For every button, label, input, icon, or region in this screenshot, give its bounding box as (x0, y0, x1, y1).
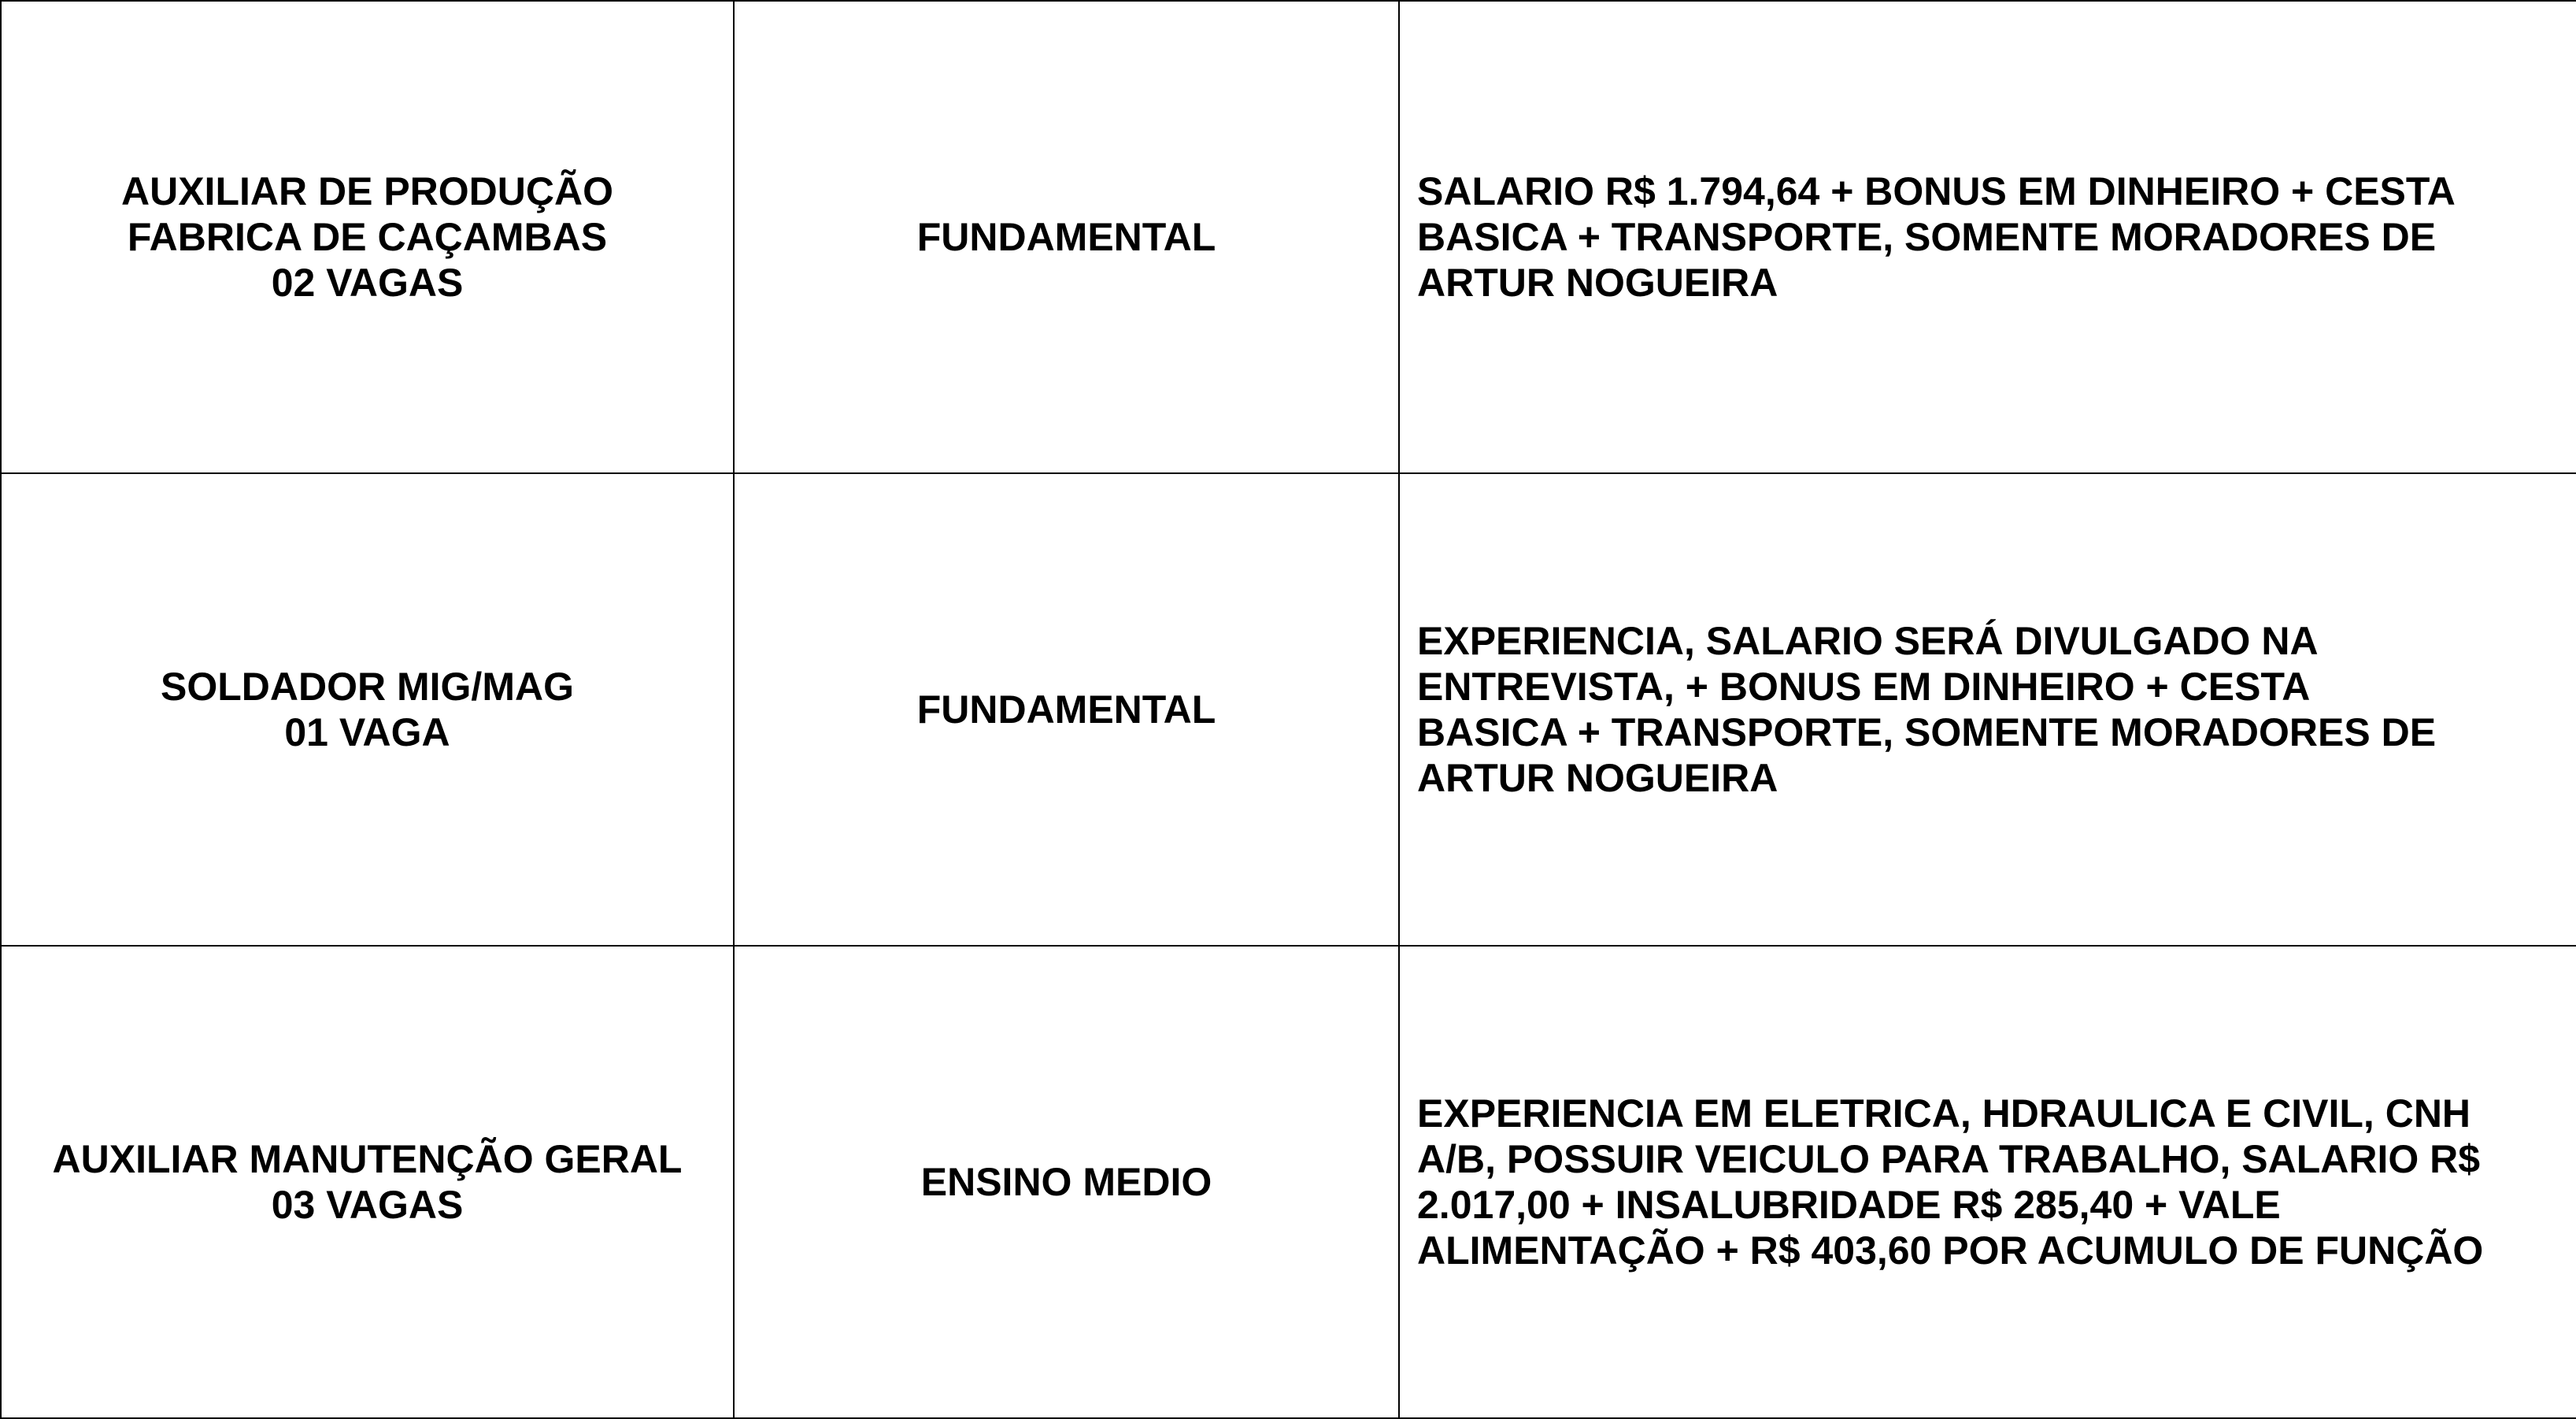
job-details-cell (1399, 1, 2576, 473)
vacancy-count: 01 VAGA (284, 710, 450, 754)
table-row (1, 946, 2576, 1418)
job-title-cell (1, 946, 734, 1418)
vacancy-count: 03 VAGAS (271, 1183, 464, 1227)
job-title-line: SOLDADOR MIG/MAG (161, 665, 574, 709)
job-subtitle-line: FABRICA DE CAÇAMBAS (127, 215, 608, 259)
job-details-line: 2.017,00 + INSALUBRIDADE R$ 285,40 + VALE (1417, 1183, 2281, 1227)
education-level: FUNDAMENTAL (916, 215, 1216, 259)
education-cell (734, 1, 1399, 473)
education-level: ENSINO MEDIO (920, 1160, 1212, 1204)
table-row (1, 1, 2576, 473)
job-details-line: EXPERIENCIA, SALARIO SERÁ DIVULGADO NA (1417, 619, 2319, 663)
job-details-line: ENTREVISTA, + BONUS EM DINHEIRO + CESTA (1417, 665, 2311, 709)
job-details-line: A/B, POSSUIR VEICULO PARA TRABALHO, SALARIO R$ (1417, 1137, 2481, 1181)
job-details-cell (1399, 946, 2576, 1418)
vacancy-count: 02 VAGAS (271, 261, 464, 305)
job-title-cell (1, 473, 734, 946)
job-details-line: ARTUR NOGUEIRA (1417, 261, 1778, 305)
job-details-cell (1399, 473, 2576, 946)
job-details-line: SALARIO R$ 1.794,64 + BONUS EM DINHEIRO + CESTA (1417, 169, 2456, 213)
education-cell (734, 946, 1399, 1418)
job-details-line: ARTUR NOGUEIRA (1417, 756, 1778, 800)
job-details-line: BASICA + TRANSPORTE, SOMENTE MORADORES DE (1417, 215, 2437, 259)
job-details-line: ALIMENTAÇÃO + R$ 403,60 POR ACUMULO DE FUNÇÃO (1417, 1228, 2484, 1273)
education-cell (734, 473, 1399, 946)
job-details-line: BASICA + TRANSPORTE, SOMENTE MORADORES DE (1417, 710, 2437, 754)
job-title-cell (1, 1, 734, 473)
job-details-line: EXPERIENCIA EM ELETRICA, HDRAULICA E CIVIL, CNH (1417, 1091, 2471, 1136)
education-level: FUNDAMENTAL (916, 687, 1216, 732)
job-title-line: AUXILIAR DE PRODUÇÃO (120, 169, 614, 213)
table-row (1, 473, 2576, 946)
job-title-line: AUXILIAR MANUTENÇÃO GERAL (52, 1137, 683, 1181)
